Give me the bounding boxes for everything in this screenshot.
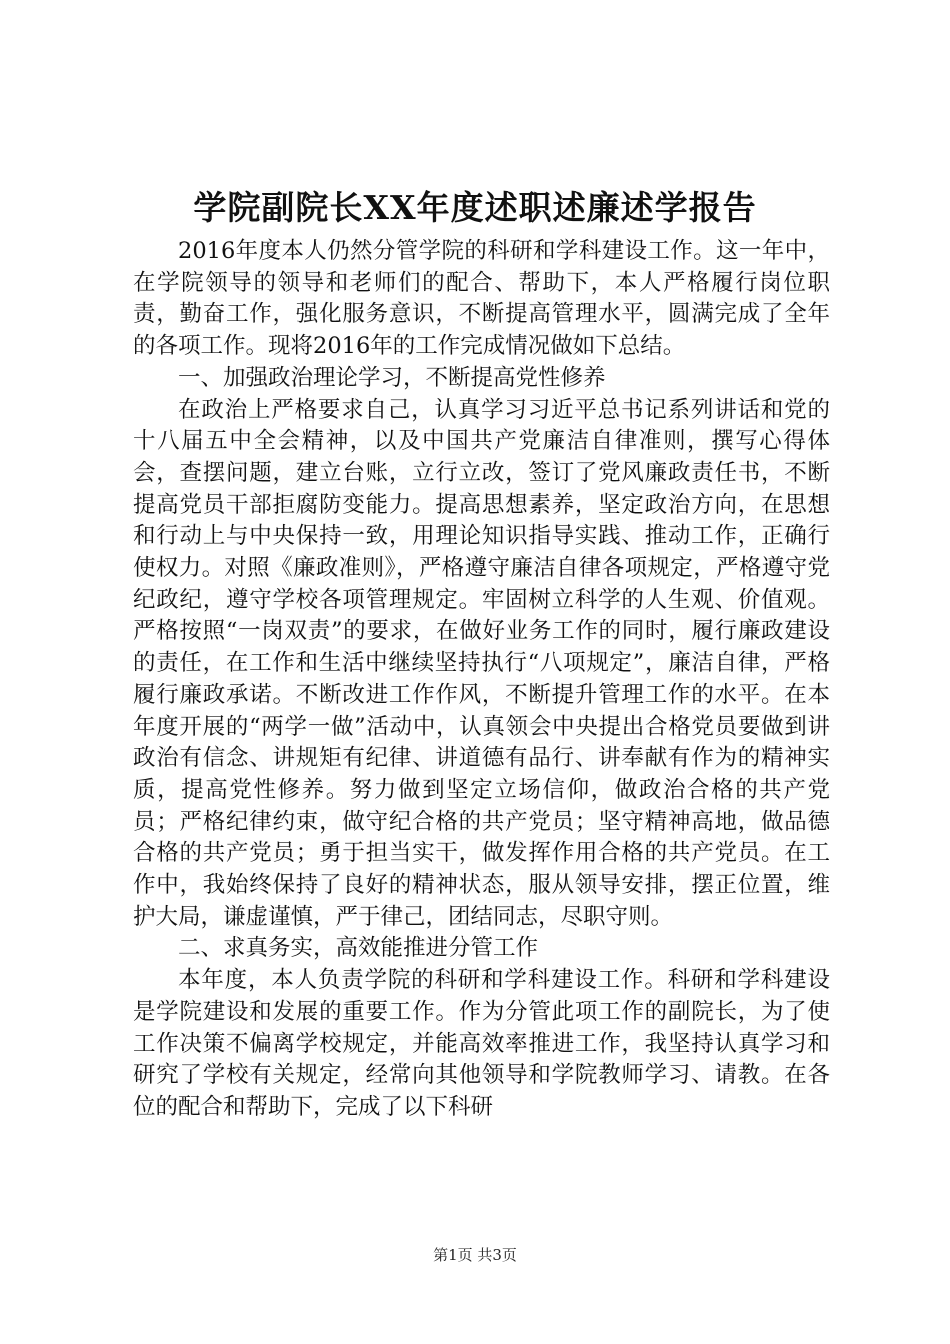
section-heading-1: 一、加强政治理论学习，不断提高党性修养 [178, 364, 606, 391]
section-2-paragraph: 本年度，本人负责学院的科研和学科建设工作。科研和学科建设是学院建设和发展的重要工作。作为分管此项工作的副院长，为了使工作决策不偏离学校规定，并能高效率推进工作，我坚持认真学习和研究了学校有关规定，经常向其他领导和学院教师学习、请教。在各位的配合和帮助下，完成了以下科研 [133, 967, 830, 1120]
page-footer: 第1页 共3页 [433, 1246, 517, 1264]
section-1-paragraph: 在政治上严格要求自己，认真学习习近平总书记系列讲话和党的十八届五中全会精神，以及中国共产党廉洁自律准则，撰写心得体会，查摆问题，建立台账，立行立改，签订了党风廉政责任书，不断提高党员干部拒腐防变能力。提高思想素养，坚定政治方向，在思想和行动上与中央保持一致，用理论知识指导实践、推动工作，正确行使权力。对照《廉政准则》，严格遵守廉洁自律各项规定，严格遵守党纪政纪，遵守学校各项管理规定。牢固树立科学的人生观、价值观。严格按照“一岗双责”的要求，在做好业务工作的同时，履行廉政建设的责任，在工作和生活中继续坚持执行“八项规定”，廉洁自律，严格履行廉政承诺。不断改进工作作风，不断提升管理工作的水平。在本年度开展的“两学一做”活动中，认真领会中央提出合格党员要做到讲政治有信念、讲规矩有纪律、讲道德有品行、讲奉献有作为的精神实质，提高党性修养。努力做到坚定立场信仰，做政治合格的共产党员；严格纪律约束，做守纪合格的共产党员；坚守精神高地，做品德合格的共产党员；勇于担当实干，做发挥作用合格的共产党员。在工作中，我始终保持了良好的精神状态，服从领导安排，摆正位置，维护大局，谦虚谨慎，严于律己，团结同志，尽职守则。 [133, 396, 830, 930]
section-heading-2: 二、求真务实，高效能推进分管工作 [178, 935, 539, 962]
document-title: 学院副院长XX年度述职述廉述学报告 [193, 188, 757, 227]
document-body [133, 236, 830, 1124]
intro-paragraph: 2016年度本人仍然分管学院的科研和学科建设工作。这一年中，在学院领导的领导和老师们的配合、帮助下，本人严格履行岗位职责，勤奋工作，强化服务意识，不断提高管理水平，圆满完成了全年的各项工作。现将2016年的工作完成情况做如下总结。 [133, 238, 830, 360]
